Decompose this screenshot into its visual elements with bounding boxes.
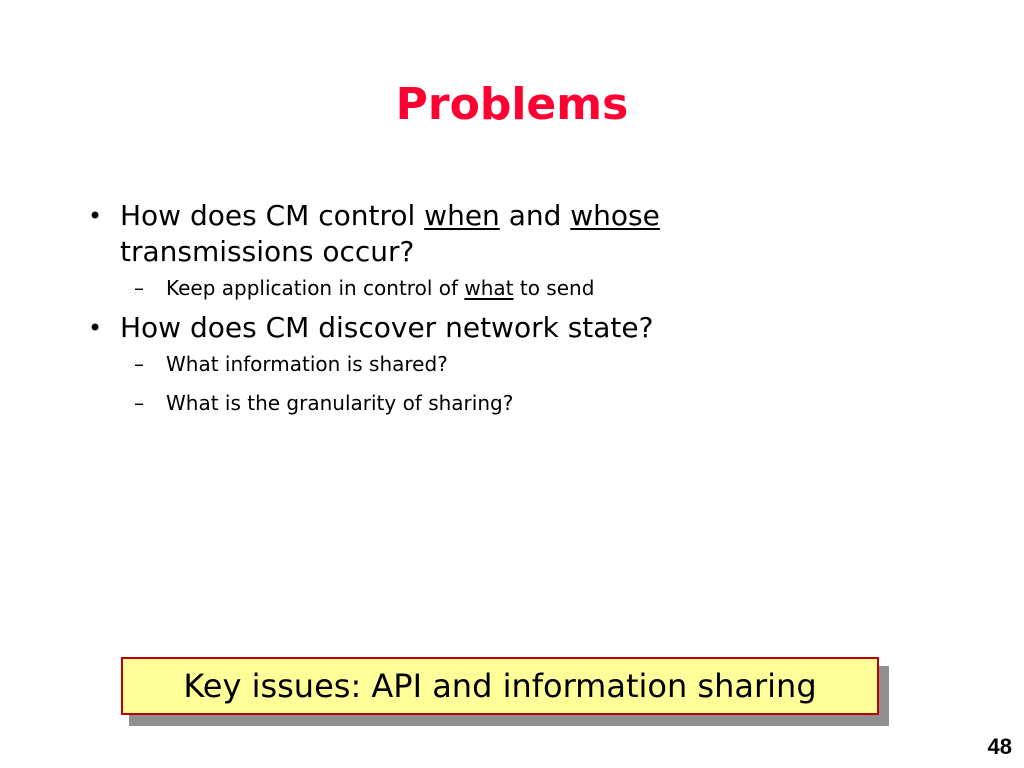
underlined-word: whose <box>570 199 660 232</box>
callout-box: Key issues: API and information sharing <box>121 657 879 715</box>
dash-icon: – <box>134 352 144 376</box>
bullet-list <box>88 198 948 428</box>
bullet-text: How does CM control when and whose transmissions occur? <box>120 199 660 268</box>
sub-bullet-item <box>88 389 948 417</box>
underlined-word: when <box>424 199 500 232</box>
sub-bullet-text: What information is shared? <box>166 352 448 376</box>
bullet-text: How does CM discover network state? <box>120 311 654 344</box>
page-number: 48 <box>987 734 1012 759</box>
dash-icon: – <box>134 276 144 300</box>
underlined-word: what <box>464 276 514 300</box>
dash-icon: – <box>134 391 144 415</box>
sub-bullet-text: Keep application in control of what to send <box>166 276 595 300</box>
bullet-icon: • <box>88 202 103 230</box>
sub-bullet-item <box>88 274 948 302</box>
sub-bullet-text: What is the granularity of sharing? <box>166 391 514 415</box>
bullet-icon: • <box>88 314 103 342</box>
slide-title: Problems <box>395 79 629 130</box>
bullet-item <box>88 198 948 270</box>
sub-bullet-item <box>88 350 948 378</box>
bullet-item <box>88 310 948 346</box>
